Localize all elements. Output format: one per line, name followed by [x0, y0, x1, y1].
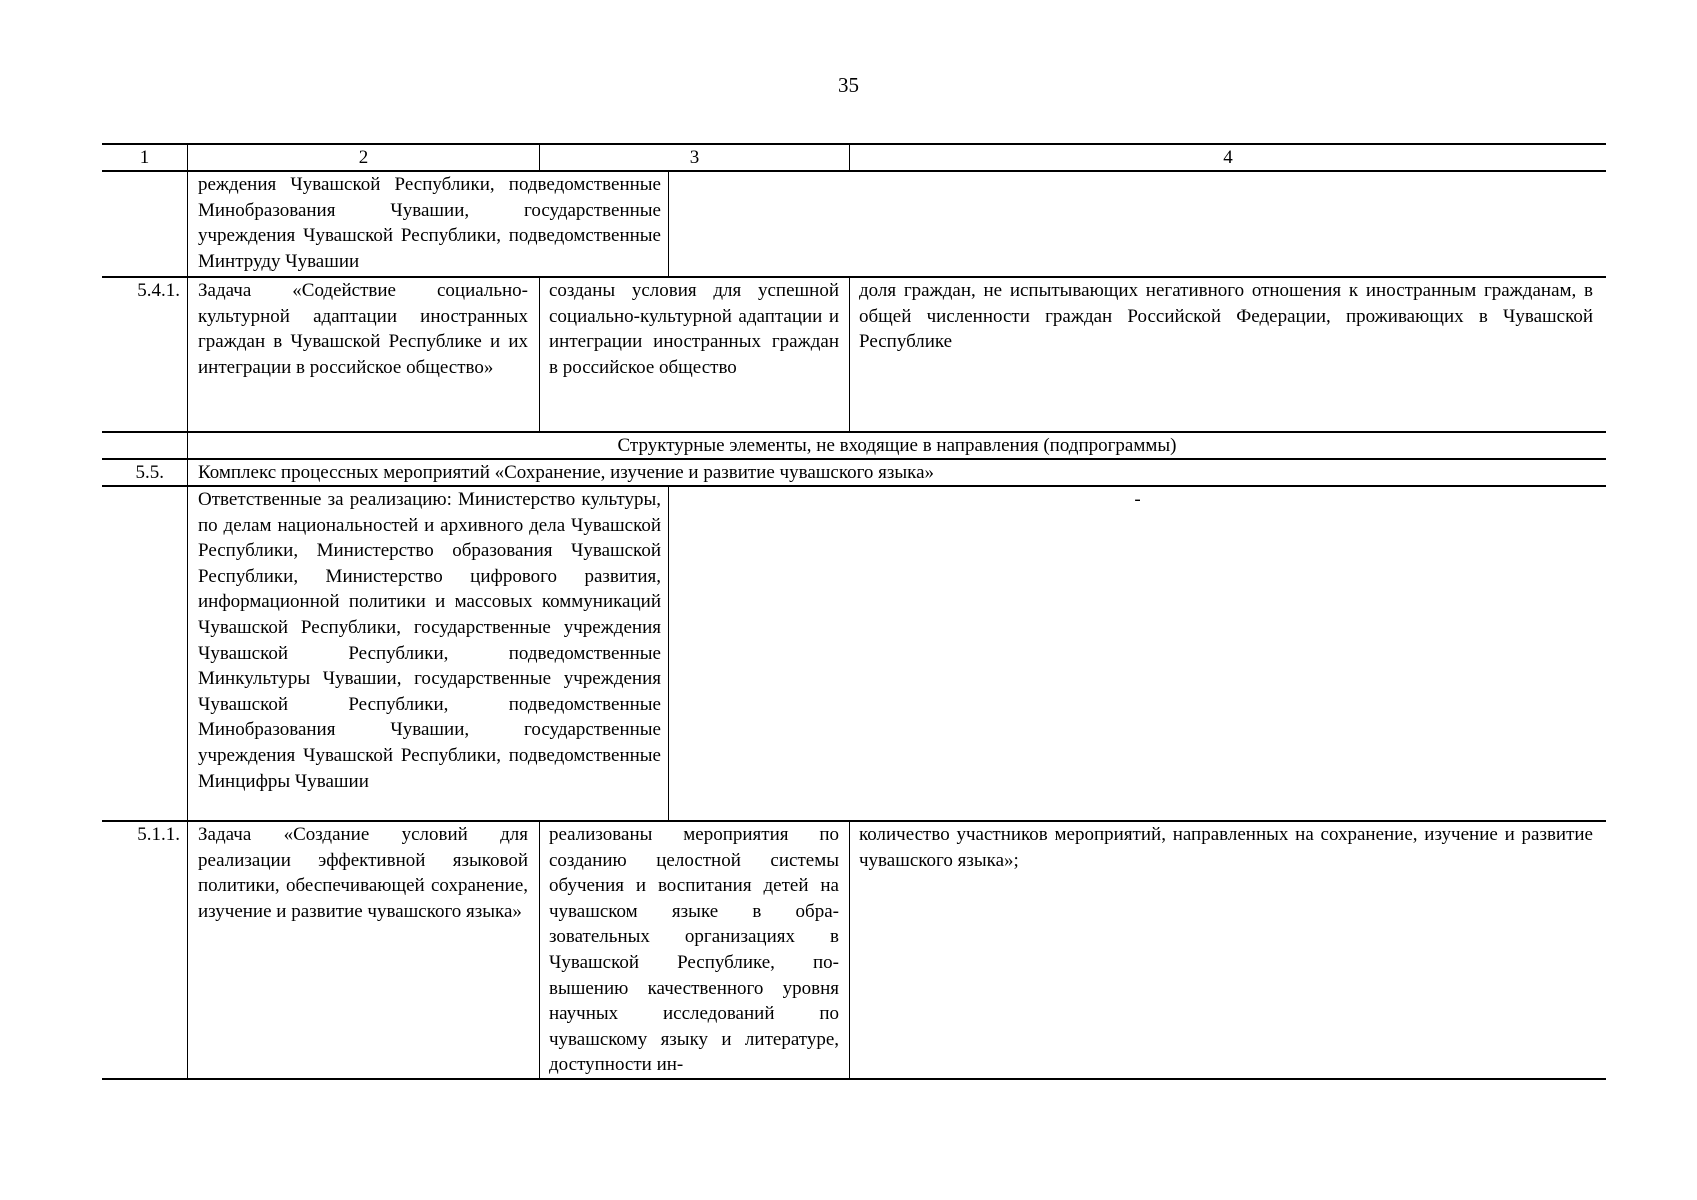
header-col-1: 1	[139, 147, 150, 168]
table-bottom-border	[102, 1078, 1606, 1080]
responsible-5-5: Ответственные за реализацию: Министерство культуры, по делам национальностей и архивного дела Чувашской Республики, Министерство образования Чувашской Республики, Министерство цифрового развития, информационной политики и массовых коммуникаций Чувашской Республики, государственные учреждения Чувашской Республики, подведомственные Минкультуры Чувашии, государственные учреждения Чувашской Республики, подведомственные Минобразования Чувашии, государственные учреждения Чувашской Республики, подведомственные Минцифры Чувашии	[198, 489, 661, 792]
table-top-border	[102, 143, 1606, 145]
header-col-4: 4	[1223, 147, 1233, 168]
task-5-4-1: Задача «Содействие социально-культурной адаптации иностранных граждан в Чувашской Республике и их интеграции в российское общество»	[198, 280, 528, 378]
col-divider	[539, 820, 540, 1078]
task-5-1-1: Задача «Создание условий для реализации эффективной языковой политики, обеспечивающей сохранение, изучение и развитие чувашского языка»	[198, 824, 528, 922]
responsible-5-5-dash: -	[1134, 489, 1141, 510]
continuation-responsible-text: реждения Чувашской Республики, подведомственные Минобразования Чувашии, государственные учреждения Чувашской Республики, подведомственные Минтруду Чувашии	[198, 174, 661, 272]
col-divider	[668, 485, 669, 820]
row-number-5-1-1: 5.1.1.	[137, 824, 180, 845]
indicator-5-1-1: количество участников мероприятий, направленных на сохранение, изучение и развитие чувашского языка»;	[859, 824, 1593, 871]
row-number-5-4-1: 5.4.1.	[137, 280, 180, 301]
col-divider	[849, 276, 850, 431]
header-col-3: 3	[689, 147, 700, 168]
page-number: 35	[838, 73, 859, 97]
result-5-1-1: реализованы мероприятия по созданию целостной системы обучения и воспитания детей на чувашском языке в образовательных организациях в Чувашской Республике, повышению качественного уровня научных исследований по чувашскому языку и литературе, доступности ин-	[549, 824, 839, 1076]
result-5-4-1: созданы условия для успешной социально-культурной адаптации и интеграции иностранных граждан в российское общество	[549, 280, 839, 378]
complex-title-5-5: Комплекс процессных мероприятий «Сохранение, изучение и развитие чувашского языка»	[198, 462, 935, 483]
col-divider	[668, 170, 669, 276]
col-divider	[849, 820, 850, 1078]
section-heading: Структурные элементы, не входящие в направления (подпрограммы)	[617, 435, 1177, 456]
indicator-5-4-1: доля граждан, не испытывающих негативного отношения к иностранным гражданам, в общей численности граждан Российской Федерации, проживающих в Чувашской Республике	[859, 280, 1593, 353]
col-divider	[539, 276, 540, 431]
col-divider	[187, 143, 188, 1078]
header-col-2: 2	[358, 147, 369, 168]
row-number-5-5: 5.5.	[135, 462, 164, 483]
